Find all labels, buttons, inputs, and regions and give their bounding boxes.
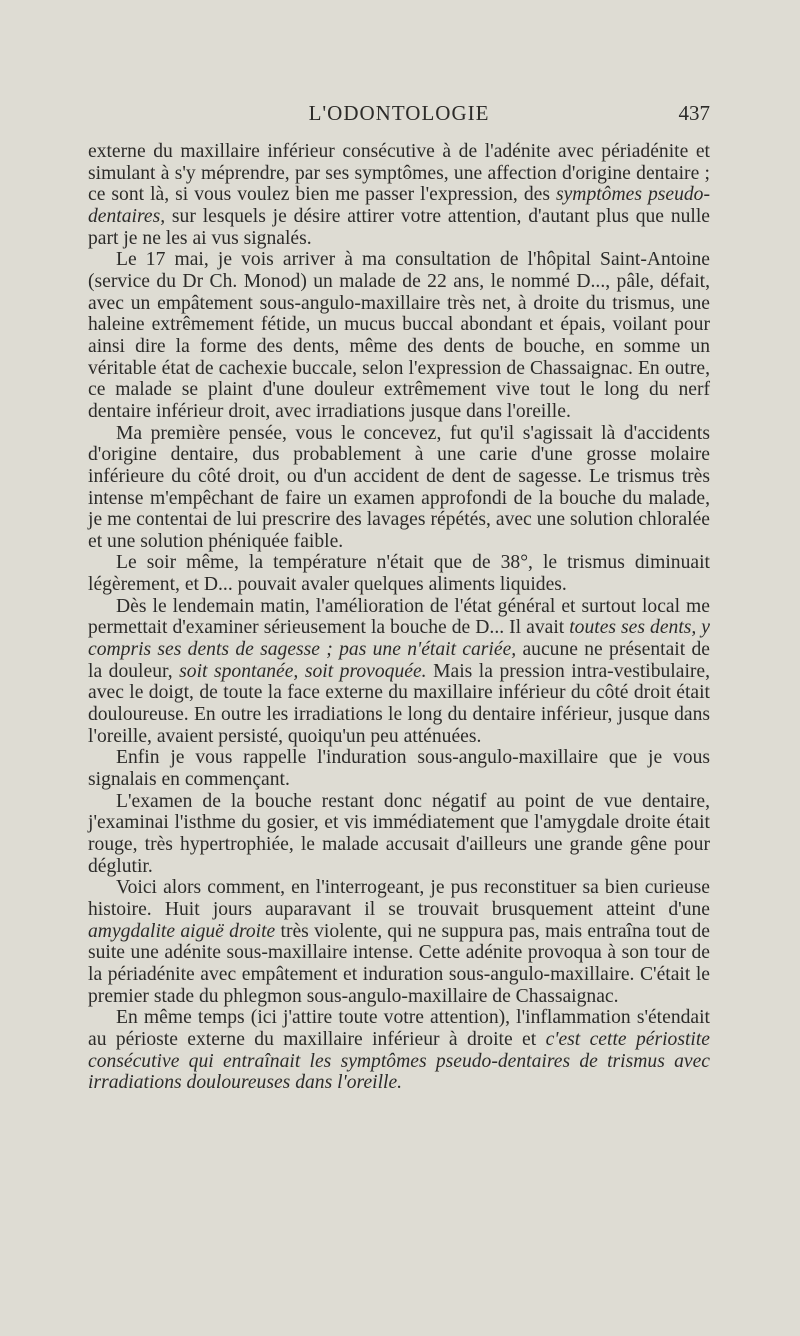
text-run: L'examen de la bouche restant donc négatif au point de vue dentaire, j'examinai l'isthme du gosier, et vis immédiatement que l'amygdale droite était rouge, très hypertrophiée, le malade accusait d'ailleurs une grande gêne pour déglutir. [88, 790, 710, 877]
paragraph [88, 141, 710, 249]
page-header [88, 101, 710, 131]
text-run: Dès le lendemain matin, l'amélioration de l'état général et surtout local me permettait d'examiner sérieusement la bouche de D... Il avait [88, 595, 710, 639]
paragraph [88, 791, 710, 878]
italic-text: soit spontanée, soit provoquée. [179, 660, 427, 682]
body-text [88, 141, 710, 1094]
text-run: sur lesquels je désire attirer votre attention, d'autant plus que nulle part je ne les ai vus signalés. [88, 205, 710, 249]
paragraph [88, 1007, 710, 1094]
text-run: Voici alors comment, en l'interrogeant, je pus reconstituer sa bien curieuse histoire. Huit jours auparavant il se trouvait brusquement atteint d'une [88, 877, 710, 920]
italic-text: toutes ses dents, y compris ses dents de sagesse ; pas une n'était cariée, [88, 617, 711, 661]
paragraph [88, 552, 710, 595]
text-run: En même temps (ici j'attire toute votre attention), l'inflammation s'étendait au périoste externe du maxillaire inférieur à droite et [88, 1007, 710, 1050]
text-run: Ma première pensée, vous le concevez, fut qu'il s'agissait là d'accidents d'origine dentaire, dus probablement à une carie d'une grosse molaire inférieure du côté droit, ou d'un accident de dent de sagesse. Le trismus très intense m'empêchant de faire un examen approfondi de la bouche du malade, je me contentai de lui prescrire des lavages répétés, avec une solution chloralée et une solution phéniquée faible. [88, 422, 710, 552]
text-run: Enfin je vous rappelle l'induration sous-angulo-maxillaire que je vous signalais en commençant. [88, 747, 710, 791]
paragraph [88, 877, 710, 1007]
paragraph [88, 747, 710, 790]
paragraph [88, 249, 710, 422]
text-run: très violente, qui ne suppura pas, mais entraîna tout de suite une adénite sous-maxillaire intense. Cette adénite provoqua à son tour de la périadénite avec empâtement et induration sous-angulo-maxillaire. C'était le premier stade du phlegmon sous-angulo-maxillaire de Chassaignac. [88, 920, 710, 1007]
text-run: externe du maxillaire inférieur consécutive à de l'adénite avec périadénite et simulant à s'y méprendre, par ses symptômes, une affection d'origine dentaire ; ce sont là, si vous voulez bien me passer l'expression, des [88, 141, 710, 206]
text-run: aucune ne présentait de la douleur, [88, 639, 710, 682]
italic-text: c'est cette périostite consécutive qui entraînait les symptômes pseudo-dentaires de trismus avec irradiations douloureuses dans l'oreille. [88, 1028, 710, 1094]
paragraph [88, 423, 710, 553]
italic-text: amygdalite aiguë droite [88, 920, 276, 942]
running-title: L'ODONTOLOGIE [308, 101, 490, 125]
paragraph [88, 596, 710, 748]
text-run: Le 17 mai, je vois arriver à ma consultation de l'hôpital Saint-Antoine (service du Dr Ch. Monod) un malade de 22 ans, le nommé D..., pâle, défait, avec un empâtement sous-angulo-maxillaire très net, à droite du trismus, une haleine extrêmement fétide, un mucus buccal abondant et épais, voilant pour ainsi dire la forme des dents, même des dents de bouche, en somme un véritable état de cachexie buccale, selon l'expression de Chassaignac. En outre, ce malade se plaint d'une douleur extrêmement vive tout le long du nerf dentaire inférieur droit, avec irradiations jusque dans l'oreille. [88, 249, 710, 422]
text-run: Le soir même, la température n'était que de 38°, le trismus diminuait légèrement, et D... pouvait avaler quelques aliments liquides. [88, 552, 710, 596]
italic-text: symptômes pseudo-dentaires, [88, 184, 710, 227]
text-run: Mais la pression intra-vestibulaire, avec le doigt, de toute la face externe du maxillaire inférieur du côté droit était douloureuse. En outre les irradiations le long du dentaire inférieur, jusque dans l'oreille, avaient persisté, quoiqu'un peu atténuées. [88, 660, 711, 747]
page-number: 437 [678, 101, 710, 125]
